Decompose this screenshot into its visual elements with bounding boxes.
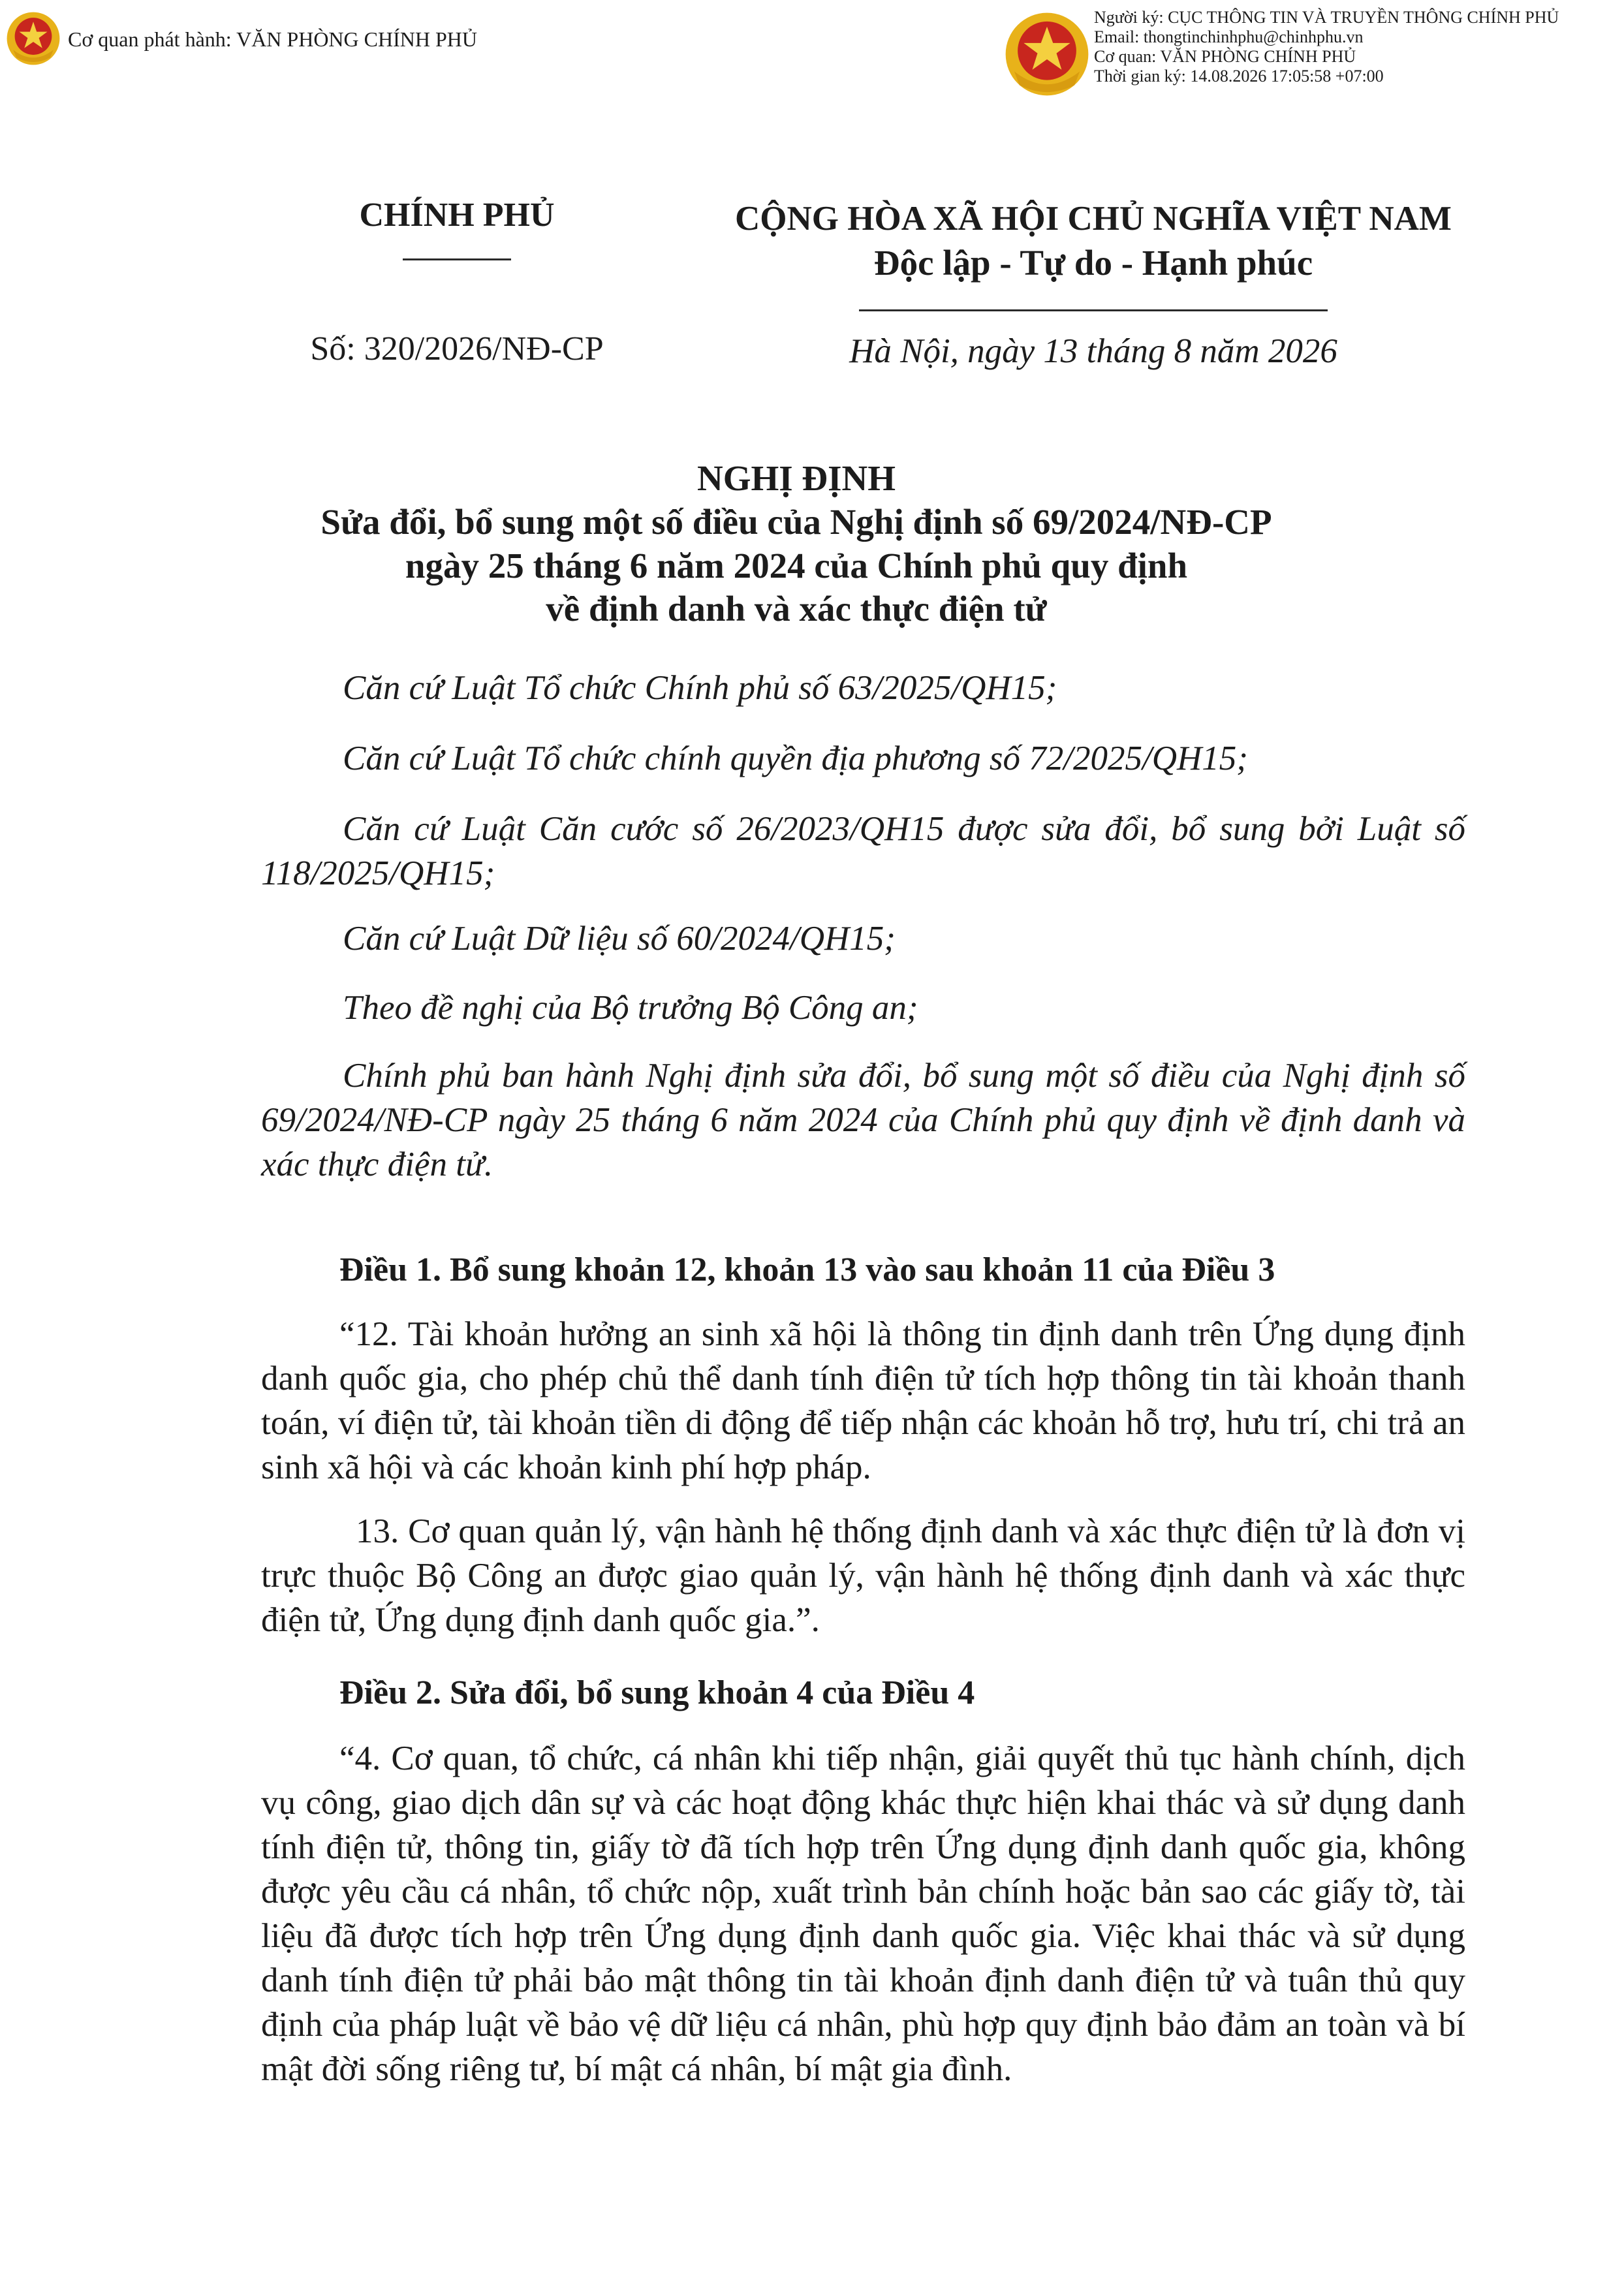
article-paragraph: 13. Cơ quan quản lý, vận hành hệ thống định danh và xác thực điện tử là đơn vị trực thuộc Bộ Công an được giao quản lý, vận hành hệ thống định danh và xác thực điện tử, Ứng dụng định danh quốc gia.”. <box>261 1512 1465 1639</box>
article-paragraph: “12. Tài khoản hưởng an sinh xã hội là thông tin định danh trên Ứng dụng định danh quốc gia, cho phép chủ thể danh tính điện tử tích hợp thông tin tài khoản thanh toán, ví điện tử, tài khoản tiền di động để tiếp nhận các khoản hỗ trợ, hưu trí, chi trả an sinh xã hội và các khoản kinh phí hợp pháp. <box>261 1315 1465 1486</box>
issuer-line: Cơ quan phát hành: VĂN PHÒNG CHÍNH PHỦ <box>68 27 477 51</box>
agency-underline <box>403 258 511 260</box>
signature-emblem-icon <box>1004 9 1090 99</box>
preamble-item: Theo đề nghị của Bộ trưởng Bộ Công an; <box>343 989 918 1027</box>
title-line-2: ngày 25 tháng 6 năm 2024 của Chính phủ quy định <box>405 546 1188 585</box>
article-heading: Điều 1. Bổ sung khoản 12, khoản 13 vào sau khoản 11 của Điều 3 <box>339 1251 1275 1288</box>
nation-name: CỘNG HÒA XÃ HỘI CHỦ NGHĨA VIỆT NAM <box>735 200 1452 238</box>
national-emblem-icon <box>5 10 61 67</box>
signature-agency: Cơ quan: VĂN PHÒNG CHÍNH PHỦ <box>1094 47 1356 66</box>
national-motto: Độc lập - Tự do - Hạnh phúc <box>873 243 1313 283</box>
document-number: Số: 320/2026/NĐ-CP <box>310 330 604 367</box>
signature-time: Thời gian ký: 14.08.2026 17:05:58 +07:00 <box>1094 67 1384 86</box>
preamble-item: Căn cứ Luật Căn cước số 26/2023/QH15 được sửa đổi, bổ sung bởi Luật số 118/2025/QH15; <box>261 810 1465 892</box>
preamble-item: Căn cứ Luật Dữ liệu số 60/2024/QH15; <box>343 920 896 958</box>
preamble-item: Căn cứ Luật Tổ chức Chính phủ số 63/2025/QH15; <box>343 669 1057 707</box>
agency-name: CHÍNH PHỦ <box>359 196 555 234</box>
preamble-item: Căn cứ Luật Tổ chức chính quyền địa phương số 72/2025/QH15; <box>343 740 1248 777</box>
document-type: NGHỊ ĐỊNH <box>696 458 896 498</box>
motto-underline <box>859 309 1328 311</box>
title-line-3: về định danh và xác thực điện tử <box>546 589 1047 629</box>
preamble-item: Chính phủ ban hành Nghị định sửa đổi, bổ sung một số điều của Nghị định số 69/2024/NĐ-CP ngày 25 tháng 6 năm 2024 của Chính phủ quy định về định danh và xác thực điện tử. <box>261 1057 1465 1183</box>
article-heading: Điều 2. Sửa đổi, bổ sung khoản 4 của Điều 4 <box>339 1674 975 1711</box>
title-line-1: Sửa đổi, bổ sung một số điều của Nghị định số 69/2024/NĐ-CP <box>320 502 1272 542</box>
signature-signer: Người ký: CỤC THÔNG TIN VÀ TRUYỀN THÔNG CHÍNH PHỦ <box>1094 8 1559 27</box>
article-paragraph: “4. Cơ quan, tổ chức, cá nhân khi tiếp nhận, giải quyết thủ tục hành chính, dịch vụ công, giao dịch dân sự và các hoạt động khác thực hiện khai thác và sử dụng danh tính điện tử, thông tin, giấy tờ đã tích hợp trên Ứng dụng định danh quốc gia, không được yêu cầu cá nhân, tổ chức nộp, xuất trình bản chính hoặc bản sao các giấy tờ, tài liệu đã được tích hợp trên Ứng dụng định danh quốc gia. Việc khai thác và sử dụng danh tính điện tử phải bảo mật thông tin tài khoản định danh điện tử và tuân thủ quy định của pháp luật về bảo vệ dữ liệu cá nhân, phù hợp quy định bảo đảm an toàn và bí mật đời sống riêng tư, bí mật cá nhân, bí mật gia đình. <box>261 1739 1465 2088</box>
place-date: Hà Nội, ngày 13 tháng 8 năm 2026 <box>849 332 1337 370</box>
digital-signature-block <box>1094 8 1559 86</box>
signature-email: Email: thongtinchinhphu@chinhphu.vn <box>1094 27 1364 46</box>
